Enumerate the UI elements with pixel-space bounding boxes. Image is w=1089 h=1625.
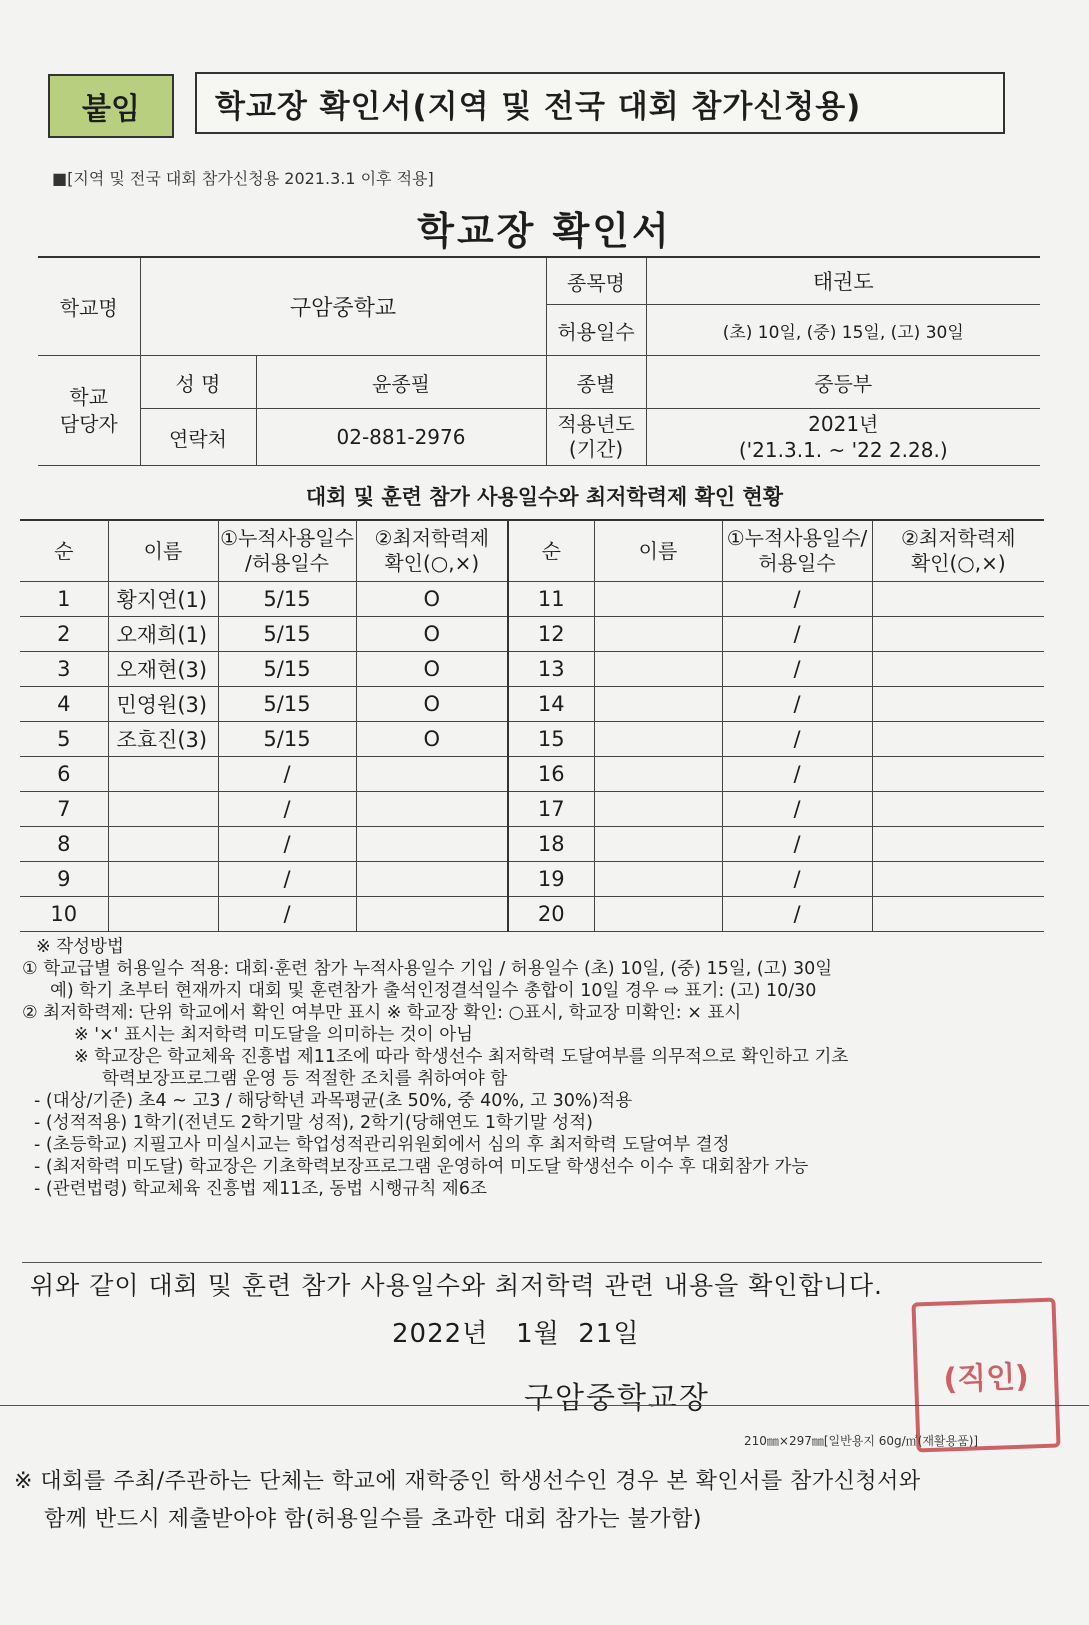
row-num: 7 (20, 792, 108, 827)
division-value: 중등부 (646, 356, 1040, 409)
table-row (20, 862, 1044, 897)
min-academic-check-right (872, 792, 1044, 827)
method-line-11: - (관련법령) 학교체육 진흥법 제11조, 동법 시행규칙 제6조 (34, 1179, 487, 1199)
days-used-right: / (722, 862, 872, 897)
row-num: 9 (20, 862, 108, 897)
student-name-right (594, 687, 722, 722)
row-num-right: 13 (508, 652, 594, 687)
row-num-right: 14 (508, 687, 594, 722)
days-used-right: / (722, 687, 872, 722)
table-row (20, 652, 1044, 687)
footer-note (14, 1463, 921, 1539)
days-used: / (218, 757, 356, 792)
method-line-4: ※ '×' 표시는 최저학력 미도달을 의미하는 것이 아님 (74, 1025, 474, 1045)
sport-value: 태권도 (646, 257, 1040, 305)
division-label: 종별 (546, 356, 646, 409)
student-name (108, 897, 218, 932)
student-name (108, 827, 218, 862)
table-row (20, 792, 1044, 827)
period-label: 적용년도 (기간) (546, 409, 646, 466)
days-used-right: / (722, 827, 872, 862)
divider-line (22, 1262, 1042, 1263)
days-used-right: / (722, 757, 872, 792)
min-academic-check-right (872, 897, 1044, 932)
table-row (20, 687, 1044, 722)
student-name: 조효진(3) (108, 722, 218, 757)
min-academic-check: O (356, 582, 508, 617)
days-used: / (218, 827, 356, 862)
row-num: 10 (20, 897, 108, 932)
divider-line-bottom (0, 1405, 1089, 1406)
table-row (20, 897, 1044, 932)
student-name-right (594, 617, 722, 652)
min-academic-check (356, 862, 508, 897)
min-academic-check-right (872, 862, 1044, 897)
header-days: ①누적사용일수 /허용일수 (218, 520, 356, 582)
method-line-8: - (성적적용) 1학기(전년도 2학기말 성적), 2학기(당해연도 1학기말 성적) (34, 1113, 593, 1133)
min-academic-check: O (356, 687, 508, 722)
row-num: 4 (20, 687, 108, 722)
student-name (108, 757, 218, 792)
footer-note-line-2: 함께 반드시 제출받아야 함(허용일수를 초과한 대회 참가는 불가함) (44, 1507, 702, 1532)
min-academic-check-right (872, 687, 1044, 722)
period-value (646, 409, 1040, 466)
student-name-right (594, 792, 722, 827)
contact-label: 연락처 (140, 409, 256, 466)
min-academic-check: O (356, 617, 508, 652)
student-name: 오재희(1) (108, 617, 218, 652)
days-used-right: / (722, 722, 872, 757)
min-academic-check: O (356, 722, 508, 757)
table-row (20, 827, 1044, 862)
student-name-right (594, 722, 722, 757)
row-num-right: 18 (508, 827, 594, 862)
days-used: / (218, 862, 356, 897)
row-num-right: 12 (508, 617, 594, 652)
min-academic-check-right (872, 722, 1044, 757)
footer-note-line-1: ※ 대회를 주최/주관하는 단체는 학교에 재학중인 학생선수인 경우 본 확인서를 참가신청서와 (14, 1469, 921, 1494)
row-num-right: 17 (508, 792, 594, 827)
issue-date: 2022년 1월 21일 (392, 1319, 640, 1349)
days-used: 5/15 (218, 652, 356, 687)
min-academic-check (356, 757, 508, 792)
method-line-7: - (대상/기준) 초4 ~ 고3 / 해당학년 과목평균(초 50%, 중 40%, 고 30%)적용 (34, 1091, 633, 1111)
method-line-3: ② 최저학력제: 단위 학교에서 확인 여부만 표시 ※ 학교장 확인: ○표시, 학교장 미확인: × 표시 (22, 1003, 742, 1023)
min-academic-check: O (356, 652, 508, 687)
days-used-right: / (722, 792, 872, 827)
student-name (108, 862, 218, 897)
row-num-right: 19 (508, 862, 594, 897)
student-name-right (594, 582, 722, 617)
header-title: 학교장 확인서(지역 및 전국 대회 참가신청용) (195, 72, 1005, 134)
days-used: 5/15 (218, 687, 356, 722)
school-name-value: 구암중학교 (140, 257, 546, 356)
min-academic-check-right (872, 582, 1044, 617)
days-used: / (218, 792, 356, 827)
student-name-right (594, 897, 722, 932)
row-num: 8 (20, 827, 108, 862)
principal-name: 구암중학교장 (524, 1381, 710, 1416)
min-academic-check (356, 792, 508, 827)
person-name-value: 윤종필 (256, 356, 546, 409)
header-days-right: ①누적사용일수/ 허용일수 (722, 520, 872, 582)
header-name: 이름 (108, 520, 218, 582)
days-used-right: / (722, 617, 872, 652)
min-academic-check-right (872, 827, 1044, 862)
method-line-5: ※ 학교장은 학교체육 진흥법 제11조에 따라 학생선수 최저학력 도달여부를 의무적으로 확인하고 기초 (74, 1047, 849, 1067)
method-line-9: - (초등학교) 지필고사 미실시교는 학업성적관리위원회에서 심의 후 최저학력 도달여부 결정 (34, 1135, 730, 1155)
row-num: 2 (20, 617, 108, 652)
student-name: 민영원(3) (108, 687, 218, 722)
person-name-label: 성 명 (140, 356, 256, 409)
school-info-table (38, 256, 1040, 466)
table-row (20, 722, 1044, 757)
official-seal-stamp (911, 1298, 1060, 1453)
row-num: 1 (20, 582, 108, 617)
section-title: 대회 및 훈련 참가 사용일수와 최저학력제 확인 현황 (305, 485, 784, 509)
min-academic-check-right (872, 617, 1044, 652)
document-title: 학교장 확인서 (417, 209, 672, 253)
row-num-right: 20 (508, 897, 594, 932)
student-name-right (594, 862, 722, 897)
days-used: / (218, 897, 356, 932)
sport-label: 종목명 (546, 257, 646, 305)
usage-table (20, 519, 1044, 932)
row-num: 5 (20, 722, 108, 757)
confirmation-statement: 위와 같이 대회 및 훈련 참가 사용일수와 최저학력 관련 내용을 확인합니다. (30, 1271, 883, 1300)
days-used-right: / (722, 582, 872, 617)
method-line-1: ① 학교급별 허용일수 적용: 대회·훈련 참가 누적사용일수 기입 / 허용일수 (초) 10일, (중) 15일, (고) 30일 (22, 959, 833, 979)
writing-method (22, 936, 1062, 1200)
header-check: ②최저학력제 확인(○,×) (356, 520, 508, 582)
row-num-right: 15 (508, 722, 594, 757)
row-num-right: 11 (508, 582, 594, 617)
days-used: 5/15 (218, 617, 356, 652)
header-num-right: 순 (508, 520, 594, 582)
row-num: 6 (20, 757, 108, 792)
attachment-badge: 붙임 (48, 74, 174, 138)
min-academic-check (356, 897, 508, 932)
table-row (20, 757, 1044, 792)
student-name-right (594, 827, 722, 862)
method-line-2: 예) 학기 초부터 현재까지 대회 및 훈련참가 출석인정결석일수 총합이 10일 경우 ⇨ 표기: (고) 10/30 (50, 981, 817, 1001)
student-name-right (594, 652, 722, 687)
method-line-10: - (최저학력 미도달) 학교장은 기초학력보장프로그램 운영하여 미도달 학생선수 이수 후 대회참가 가능 (34, 1157, 809, 1177)
student-name: 황지연(1) (108, 582, 218, 617)
days-used: 5/15 (218, 582, 356, 617)
period-range: ('21.3.1. ~ '22 2.28.) (738, 438, 948, 462)
min-academic-check (356, 827, 508, 862)
notice-line: ■[지역 및 전국 대회 참가신청용 2021.3.1 이후 적용] (52, 169, 434, 188)
contact-value: 02-881-2976 (256, 409, 546, 466)
student-name-right (594, 757, 722, 792)
paper-size-note: 210㎜×297㎜[일반용지 60g/㎡(재활용품)] (744, 1434, 979, 1448)
header-name-right: 이름 (594, 520, 722, 582)
days-used-right: / (722, 652, 872, 687)
header-num: 순 (20, 520, 108, 582)
table-row (20, 617, 1044, 652)
allowed-days-value: (초) 10일, (중) 15일, (고) 30일 (646, 305, 1040, 356)
method-title: ※ 작성방법 (36, 937, 124, 957)
days-used-right: / (722, 897, 872, 932)
student-name (108, 792, 218, 827)
min-academic-check-right (872, 652, 1044, 687)
days-used: 5/15 (218, 722, 356, 757)
row-num: 3 (20, 652, 108, 687)
usage-table-header (20, 520, 1044, 582)
school-name-label: 학교명 (38, 257, 140, 356)
method-line-6: 학력보장프로그램 운영 등 적절한 조치를 취하여야 함 (102, 1069, 508, 1089)
header-check-right: ②최저학력제 확인(○,×) (872, 520, 1044, 582)
row-num-right: 16 (508, 757, 594, 792)
allowed-days-label: 허용일수 (546, 305, 646, 356)
stamp-label: (직인) (942, 1359, 1030, 1398)
student-name: 오재현(3) (108, 652, 218, 687)
table-row (20, 582, 1044, 617)
period-year: 2021년 (808, 412, 879, 436)
manager-label: 학교 담당자 (38, 356, 140, 466)
min-academic-check-right (872, 757, 1044, 792)
